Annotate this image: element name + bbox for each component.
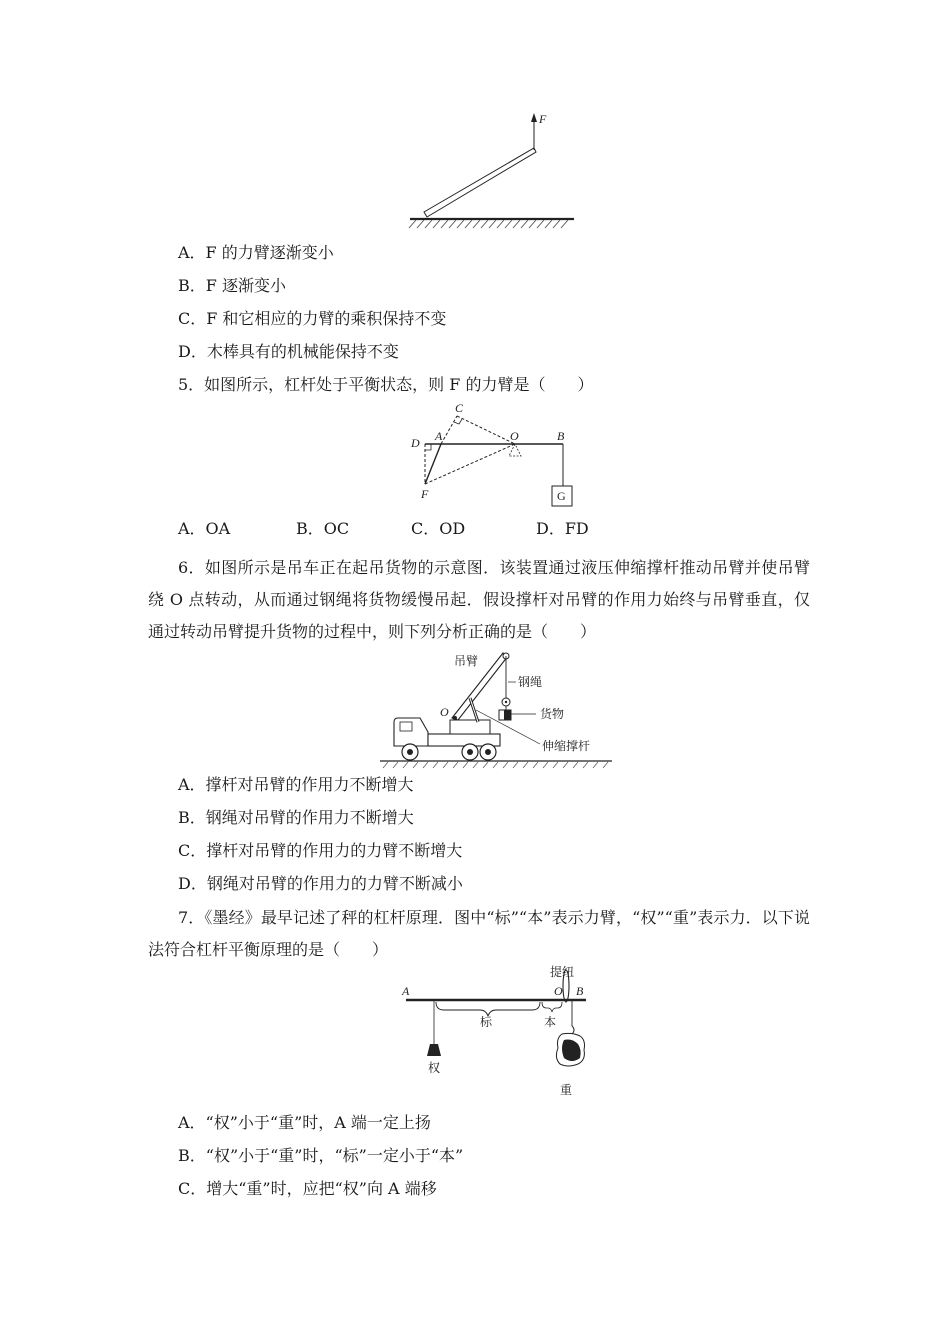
q5-option-c: C．OD xyxy=(411,519,466,538)
q6-label-cargo: 货物 xyxy=(540,707,565,721)
q7-label-biao: 标 xyxy=(480,1015,493,1029)
q4-option-c: C．F 和它相应的力臂的乘积保持不变 xyxy=(178,309,447,328)
q7-option-c: C．增大“重”时，应把“权”向 A 端移 xyxy=(178,1179,437,1198)
q6-hook-pulley-center xyxy=(505,701,507,703)
q5-right-angle-c xyxy=(454,419,462,424)
q6-label-o: O xyxy=(440,705,449,719)
q7-label-quan: 权 xyxy=(428,1061,441,1075)
q7-label-handle: 提纽 xyxy=(550,965,575,979)
q4-ground-hatching xyxy=(409,220,568,228)
q7-label-b: B xyxy=(576,984,584,998)
q4-force-arrowhead xyxy=(531,113,537,122)
q7-option-a: A．“权”小于“重”时，A 端一定上扬 xyxy=(178,1113,431,1132)
q4-figure xyxy=(400,108,580,236)
q4-option-b: B．F 逐渐变小 xyxy=(178,276,286,295)
q6-option-d: D．钢绳对吊臂的作用力的力臂不断减小 xyxy=(178,874,463,893)
q4-option-a: A．F 的力臂逐渐变小 xyxy=(178,243,334,262)
q6-figure xyxy=(380,648,620,772)
q6-crane-base xyxy=(450,720,490,734)
q5-label-o: O xyxy=(510,429,519,443)
q7-figure xyxy=(396,964,596,1108)
q6-option-a: A．撑杆对吊臂的作用力不断增大 xyxy=(178,775,414,794)
q6-stem: 6．如图所示是吊车正在起吊货物的示意图．该装置通过液压伸缩撑杆推动吊臂并使吊臂绕 O 点转动，从而通过钢绳将货物缓慢吊起．假设撑杆对吊臂的作用力始终与吊臂垂直，仅通过转动吊臂提升货物的过程中，则下列分析正确的是（ ） xyxy=(148,558,810,641)
q7-counterweight xyxy=(427,1044,441,1056)
q5-option-d: D．FD xyxy=(536,519,589,538)
q6-wheel-rear-2-hub xyxy=(485,749,491,755)
q6-strut-inner xyxy=(470,698,478,722)
q7-label-a: A xyxy=(402,984,410,998)
q6-label-cable: 钢绳 xyxy=(518,675,543,689)
q6-pivot-o xyxy=(453,716,457,720)
q7-label-ben: 本 xyxy=(544,1015,557,1029)
q7-hook xyxy=(572,1026,574,1034)
q5-right-angle-d xyxy=(425,444,431,450)
q5-option-b: B．OC xyxy=(296,519,350,538)
q6-wheel-front-hub xyxy=(407,749,413,755)
q6-label-boom: 吊臂 xyxy=(454,654,479,668)
q5-label-g: G xyxy=(557,489,566,503)
q4-force-label: F xyxy=(539,112,547,126)
q6-cab-window xyxy=(400,722,412,731)
q5-label-b: B xyxy=(557,429,565,443)
q5-force-extension xyxy=(441,416,457,444)
q5-stem: 5．如图所示，杠杆处于平衡状态，则 F 的力臂是（ ） xyxy=(178,375,594,394)
q7-stem: 7．《墨经》最早记述了秤的杠杆原理．图中“标”“本”表示力臂，“权”“重”表示力．以下说法符合杠杆平衡原理的是（ ） xyxy=(148,908,810,959)
q6-cargo-fill xyxy=(504,710,511,720)
q7-brace-ben xyxy=(542,1002,562,1012)
q5-pivot xyxy=(509,444,521,456)
q5-label-a: A xyxy=(435,429,443,443)
q6-wheel-rear-1-hub xyxy=(467,749,473,755)
q5-label-d: D xyxy=(411,436,420,450)
q6-label-strut: 伸缩撑杆 xyxy=(542,739,591,753)
q5-option-a: A．OA xyxy=(178,519,231,538)
q6-option-c: C．撑杆对吊臂的作用力的力臂不断增大 xyxy=(178,841,463,860)
q7-label-zhong: 重 xyxy=(560,1083,573,1097)
q5-label-c: C xyxy=(455,401,464,415)
q5-figure xyxy=(405,400,585,512)
q6-option-b: B．钢绳对吊臂的作用力不断增大 xyxy=(178,808,414,827)
q6-ground-hatching xyxy=(383,762,608,768)
q4-wooden-rod xyxy=(424,148,536,217)
q7-label-o: O xyxy=(554,984,563,998)
q5-label-f: F xyxy=(421,487,429,501)
q5-line-co xyxy=(457,416,515,444)
q4-option-d: D．木棒具有的机械能保持不变 xyxy=(178,342,399,361)
q7-brace-biao xyxy=(436,1002,540,1016)
q7-option-b: B．“权”小于“重”时，“标”一定小于“本” xyxy=(178,1146,464,1165)
